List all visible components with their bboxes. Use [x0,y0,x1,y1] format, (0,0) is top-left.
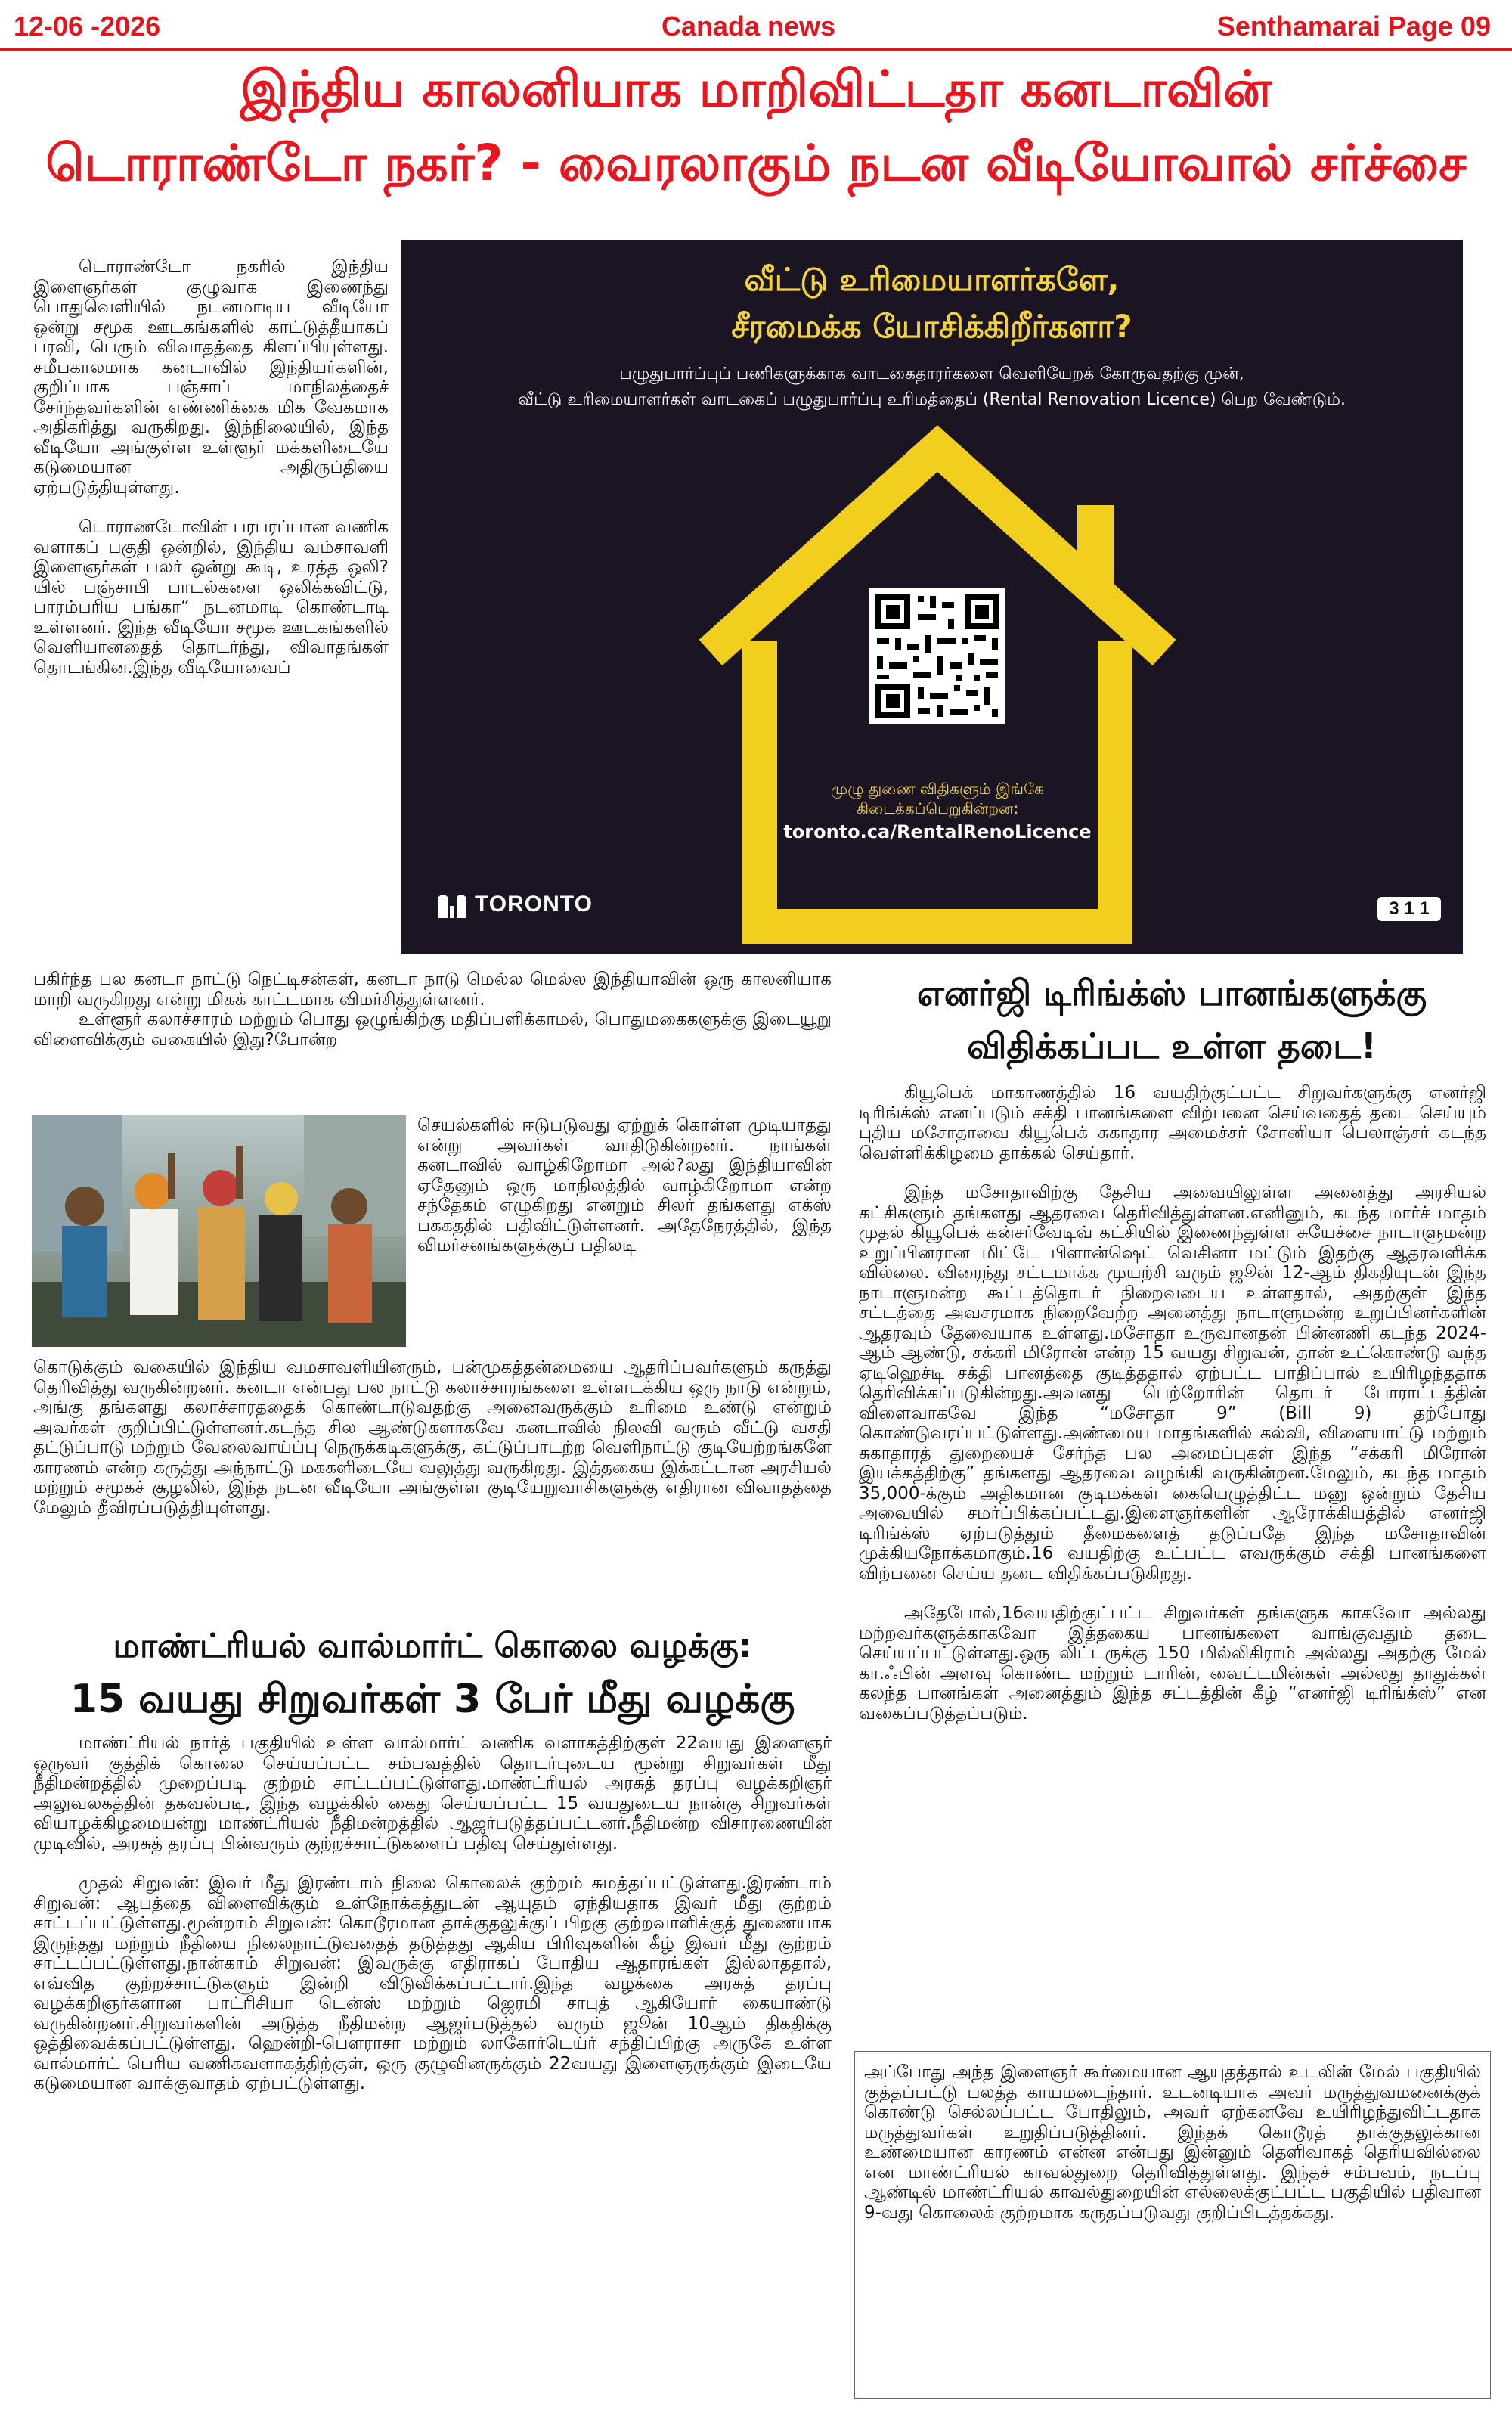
ad-sub-2: வீட்டு உரிமையாளர்கள் வாடகைப் பழுதுபார்ப்பு உரிமத்தைப் (Rental Renovation Licence) பெற வேண்டும். [518,390,1346,409]
ad-title-1: வீட்டு உரிமையாளர்களே, [744,261,1120,298]
city-hall-icon [437,889,467,920]
qr-code-icon[interactable] [869,588,1005,724]
main-article-wide-1 [33,970,832,1113]
toronto-wordmark: TORONTO [475,892,593,917]
main-article-para-4: உள்ளூர் கலாச்சாரம் மற்றும் பொது ஒழுங்கிற்கு மதிப்பளிக்காமல், பொதுமகைகளுக்கு இடையூறு விளைவிக்கும் வகையில் இது?போன்ற [33,1010,832,1050]
ad-rules-line-1: முழு துணை விதிகளும் இங்கே [830,780,1045,798]
header-rule [0,48,1512,51]
main-headline-line-2: டொராண்டோ நகர்? - வைரலாகும் நடன வீடியோவால் சர்ச்சை [45,134,1467,192]
energy-title-2: விதிக்கப்பட உள்ள தடை! [967,1025,1377,1066]
issue-date: 12-06 -2026 [14,11,161,42]
photo-side-text: செயல்களில் ஈடுபடுவது ஏற்றுக் கொள்ள முடியாதது என்று அவர்கள் வாதிடுகின்றனர். நாங்கள் கனடாவில் வாழ்கிறோமா அல்?லது இந்தியாவின் ஏதேனும் ஒரு மாநிலத்தில் வாழ்கிறோமா என்ற சந்தேகம் எழுகிறது எனறும் சிலர் தங்களது எக்ஸ் பககததில் பதிவிட்டுள்ளனர். அதேநேரத்தில், இந்த விமர்சனங்களுக்குப் பதிலடி [417,1115,832,1255]
ad-rules-line-2: கிடைக்கப்பெறுகின்றன: [856,799,1019,818]
rental-licence-ad [401,240,1463,954]
ad-sub-1: பழுதுபார்ப்புப் பணிகளுக்காக வாடகைதாரர்களை வெளியேறக் கோருவதற்கு முன், [619,365,1244,383]
ad-url-link[interactable]: toronto.ca/RentalRenoLicence [783,821,1092,842]
energy-title-1: எனர்ஜி டிரிங்க்ஸ் பானங்களுக்கு [916,973,1427,1013]
dance-photo [32,1115,406,1347]
main-article-column [33,257,389,949]
walmart-article-body [33,1733,832,2396]
toronto-logo [437,888,593,921]
311-badge: 3 1 1 [1377,897,1441,921]
walmart-title-2: 15 வயது சிறுவர்கள் 3 பேர் மீது வழக்கு [70,1677,795,1722]
walmart-continued-box: அப்போது அந்த இளைஞர் கூர்மையான ஆயுதத்தால் உடலின் மேல் பகுதியில் குத்தப்பட்டு பலத்த காயமடைந்தார். உடனடியாக அவர் மருத்துவமனைக்குக் கொண்டு செல்லப்பட்ட போதிலும், அவர் ஏற்கனவே உயிரிழந்துவிட்டதாக மருத்துவர்கள் உறுதிப்படுத்தினர். இந்தக் கொடூரத் தாக்குதலுக்கான உண்மையான காரணம் என்ன என்பது இன்னும் தெளிவாகத் தெரியவில்லை என மாண்ட்ரியல் காவல்துறை தெரிவித்துள்ளது. இந்தச் சம்பவம், நடப்பு ஆண்டில் மாண்ட்ரியல் காவல்துறையின் எல்லைக்குட்பட்ட பகுதியில் பதிவான 9-வது கொலைக் குற்றமாக கருதப்படுவது குறிப்பிடத்தக்கது. [854,2051,1491,2399]
energy-para-3: அதேபோல்,16வயதிற்குட்பட்ட சிறுவர்கள் தங்களுக காகவோ அல்லது மற்றவர்களுக்காகவோ இத்தகைய பானங்களை வாங்குவதும் தடை செய்யப்பட்டுள்ளது.ஒரு லிட்டருக்கு 150 மில்லிகிராம் அல்லது அதற்கு மேல் கா.ஃபின் அளவு கொண்ட மற்றும் டாரின், வைட்டமின்கள் அல்லது தாதுக்கள் கலந்த பானங்கள் அனைத்தும் இந்த சட்டத்தின் கீழ் “எனர்ஜி டிரிங்க்ஸ்” என வகைப்படுத்தப்படும். [859,1603,1486,1723]
main-headline-line-1: இந்திய காலனியாக மாறிவிட்டதா கனடாவின் [240,60,1272,118]
energy-para-2: இந்த மசோதாவிற்கு தேசிய அவையிலுள்ள அனைத்து அரசியல் கட்சிகளும் தங்களது ஆதரவை தெரிவித்துள்ளன.எனினும், கடந்த மார்ச் மாதம் முதல் கியூபெக் கன்சர்வேடிவ் கட்சியில் இணைந்துள்ள சுயேச்சை நாடாளுமன்ற உறுப்பினரான மிட்டே பிளான்ஷெட் வெசினா மட்டும் இதற்கு ஆதரவளிக்க வில்லை. விரைந்து சட்டமாக்க முயற்சி வரும் ஜூன் 12-ஆம் திகதியுடன் இந்த நாடாளுமன்ற கூட்டத்தொடர் நிறைவடைய உள்ளதால், அதற்குள் இந்த சட்டத்தை அவசரமாக நிறைவேற்ற அனைத்து நாடாளுமன்ற உறுப்பினர்களின் ஆதரவும் தேவையாக உள்ளது.மசோதா உருவானதன் பின்னணி கடந்த 2024-ஆம் ஆண்டு, சக்கரி மிரோன் என்ற 15 வயது சிறுவன், தான் உட்கொண்டு வந்த ஏடிஹெச்டி சக்தி பானத்தை குடித்ததால் ஏற்பட்ட பாதிப்பால் உயிரிழந்ததாக தெரிவிக்கப்படுகின்றது.அவனது பெற்றோரின் தொடர் போராட்டத்தின் விளைவாகவே இந்த “மசோதா 9” (Bill 9) தற்போது கொண்டுவரப்பட்டுள்ளது.அண்மைய மாதங்களில் கல்வி, விளையாட்டு மற்றும் சுகாதாரத் துறையைச் சேர்ந்த பல அமைப்புகள் இந்த “சக்கரி மிரோன் இயக்கத்திற்கு” தங்களது ஆதரவை வழங்கி வருகின்றன.மேலும், கடந்த மாதம் 35,000-க்கும் அதிகமான குடிமக்கள் கையெழுத்திட்ட மனு ஒன்றும் தேசிய அவையில் சமர்ப்பிக்கப்பட்டது.இளைஞர்களின் ஆரோக்கியத்தில் எனர்ஜி டிரிங்க்ஸ் ஏற்படுத்தும் தீமைகளைத் தடுப்பதே இந்த மசோதாவின் முக்கியநோக்கமாகும்.16 வயதிற்கு உட்பட்ட எவருக்கும் சக்தி பானங்களை விற்பனை செய்ய தடை விதிக்கப்படுகிறது. [859,1183,1486,1584]
walmart-para-1: மாண்ட்ரியல் நார்த் பகுதியில் உள்ள வால்மார்ட் வணிக வளாகத்திற்குள் 22வயது இளைஞர் ஒருவர் குத்திக் கொலை செய்யப்பட்ட சம்பவத்தில் தொடர்புடைய மூன்று சிறுவர்கள் மீது நீதிமன்றத்தில் முறைப்படி குற்றம் சாட்டப்பட்டுள்ளது.மாண்ட்ரியல் அரசுத் தரப்பு வழக்கறிஞர் அலுவலகத்தின் தகவல்படி, இந்த வழக்கில் கைது செய்யப்பட்ட 15 வயதுடைய நான்கு சிறுவர்கள் வியாழக்கிழமையன்று மாண்ட்ரியல் நீதிமன்றத்தில் ஆஜர்படுத்தப்பட்டனர்.நீதிமன்ற விசாரணையின் முடிவில், அரசுத் தரப்பு பின்வரும் குற்றச்சாட்டுகளைப் பதிவு செய்துள்ளது. [33,1733,832,1854]
main-article-para-5: கொடுக்கும் வகையில் இந்திய வமசாவளியினரும், பன்முகத்தன்மையை ஆதரிப்பவர்களும் கருத்து தெரிவித்து வருகின்றனர். கனடா என்பது பல நாட்டு கலாச்சாரங்களை உள்ளடக்கிய ஒரு நாடு என்றும், அங்கு தங்களது கலாச்சாரததைக் கொண்டாடுவதற்கு அனைவருக்கும் உரிமை உண்டு என்றும் அவர்கள் குறிப்பிட்டுள்ளனர்.கடந்த சில ஆண்டுகளாகவே கனடாவில் நிலவி வரும் வீட்டு வசதி தட்டுப்பாடு மற்றும் வேலைவாய்ப்பு நெருக்கடிகளுக்கு, கட்டுப்பாடற்ற வெளிநாட்டு குடியேற்றங்களே காரணம் என்ற கருத்து அந்நாட்டு மககளிடையே வலுத்து வருகிறது. இத்தகைய இக்கட்டான அரசியல் மற்றும் சமூகச் சூழலில், இந்த நடன வீடியோ அங்குள்ள குடியேறுவாசிகளுக்கு எதிரான விவாதத்தை மேலும் தீவிரப்படுத்தியுள்ளது. [33,1357,832,1518]
ad-title-2: சீரமைக்க யோசிக்கிறீர்களா? [731,308,1132,345]
main-article-para-1: டொராண்டோ நகரில் இந்திய இளைஞர்கள் குழுவாக இணைந்து பொதுவெளியில் நடனமாடிய வீடியோ ஒன்று சமூக ஊடகங்களில் காட்டுத்தீயாகப் பரவி, பெரும் விவாதத்தை கிளப்பியுள்ளது. சமீபகாலமாக கனடாவில் இந்தியர்களின், குறிப்பாக பஞ்சாப் மாநிலத்தைச் சேர்ந்தவர்களின் எண்ணிக்கை மிக வேகமாக அதிகரித்து வருகிறது. இந்நிலையில், இந்த வீடியோ அங்குள்ள உள்ளூர் மக்களிடையே கடுமையான அதிருப்தியை ஏற்படுத்தியுள்ளது. [33,257,389,498]
energy-para-1: கியூபெக் மாகாணத்தில் 16 வயதிற்குட்பட்ட சிறுவர்களுக்கு எனர்ஜி டிரிங்க்ஸ் எனப்படும் சக்தி பானங்களை விற்பனை செய்வதைத் தடை செய்யும் புதிய மசோதாவை கியூபெக் சுகாதார அமைச்சர் சோனியா பெலாஞ்சர் கடந்த வெள்ளிக்கிழமை தாக்கல் செய்தார். [859,1083,1486,1163]
main-article-para-2: டொராணடோவின் பரபரப்பான வணிக வளாகப் பகுதி ஒன்றில், இந்திய வம்சாவளி இளைஞர்கள் பலர் ஒன்று கூடி, உரத்த ஒலி?யில் பஞ்சாபி பாடல்களை ஒலிக்கவிட்டு, பாரம்பரிய பங்கா“ நடனமாடி கொண்டாடி உள்ளனர். இந்த வீடியோ சமூக ஊடகங்களில் வெளியானதைத் தொடர்ந்து, விவாதங்கள் தொடங்கின.இந்த வீடியோவைப் [33,517,389,678]
page-label: Senthamarai Page 09 [1216,11,1491,42]
ad-rules-note [733,779,1142,818]
main-article-para-3: பகிர்ந்த பல கனடா நாட்டு நெட்டிசன்கள், கனடா நாடு மெல்ல மெல்ல இந்தியாவின் ஒரு காலனியாக மாறி வருகிறது என்று மிகக் காட்டமாக விமர்சித்துள்ளனர். [33,970,832,1010]
section-name: Canada news [661,11,836,42]
walmart-para-2: முதல் சிறுவன்: இவர் மீது இரண்டாம் நிலை கொலைக் குற்றம் சுமத்தப்பட்டுள்ளது.இரண்டாம் சிறுவன்: ஆபத்தை விளைவிக்கும் உள்நோக்கத்துடன் ஆயுதம் ஏந்தியதாக இவர் மீது குற்றம் சாட்டப்பட்டுள்ளது.மூன்றாம் சிறுவன்: கொடூரமான தாக்குதலுக்குப் பிறகு குற்றவாளிக்குத் துணையாக இருந்தது மற்றும் நீதியை நிலைநாட்டுவதைத் தடுத்தது ஆகிய பிரிவுகளின் கீழ் இவர் மீது குற்றம் சாட்டப்பட்டுள்ளது.நான்காம் சிறுவன்: இவருக்கு எதிராகப் போதிய ஆதாரங்கள் இல்லாததால், எவ்வித குற்றச்சாட்டுகளும் இன்றி விடுவிக்கப்பட்டார்.இந்த வழக்கை அரசுத் தரப்பு வழக்கறிஞர்களான பாட்ரிசியா டென்ஸ் மற்றும் ஜெரமி சாபுத் ஆகியோர் கையாண்டு வருகின்றனர்.சிறுவர்களின் அடுத்த நீதிமன்ற ஆஜர்படுத்தல் வரும் ஜூன் 10ஆம் திகதிக்கு ஒத்திவைக்கப்பட்டுள்ளது. ஹென்றி-பௌராசா மற்றும் லாகோர்டெய்ர் சந்திப்பிற்கு அருகே உள்ள வால்மார்ட் பெரிய வணிகவளாகத்திற்குள், ஒரு குழுவினருக்கும் 22வயது இளைஞருக்கும் இடையே கடுமையான வாக்குவாதம் ஏற்பட்டுள்ளது. [33,1873,832,2093]
walmart-title-1: மாண்ட்ரியல் வால்மார்ட் கொலை வழக்கு: [113,1627,752,1665]
